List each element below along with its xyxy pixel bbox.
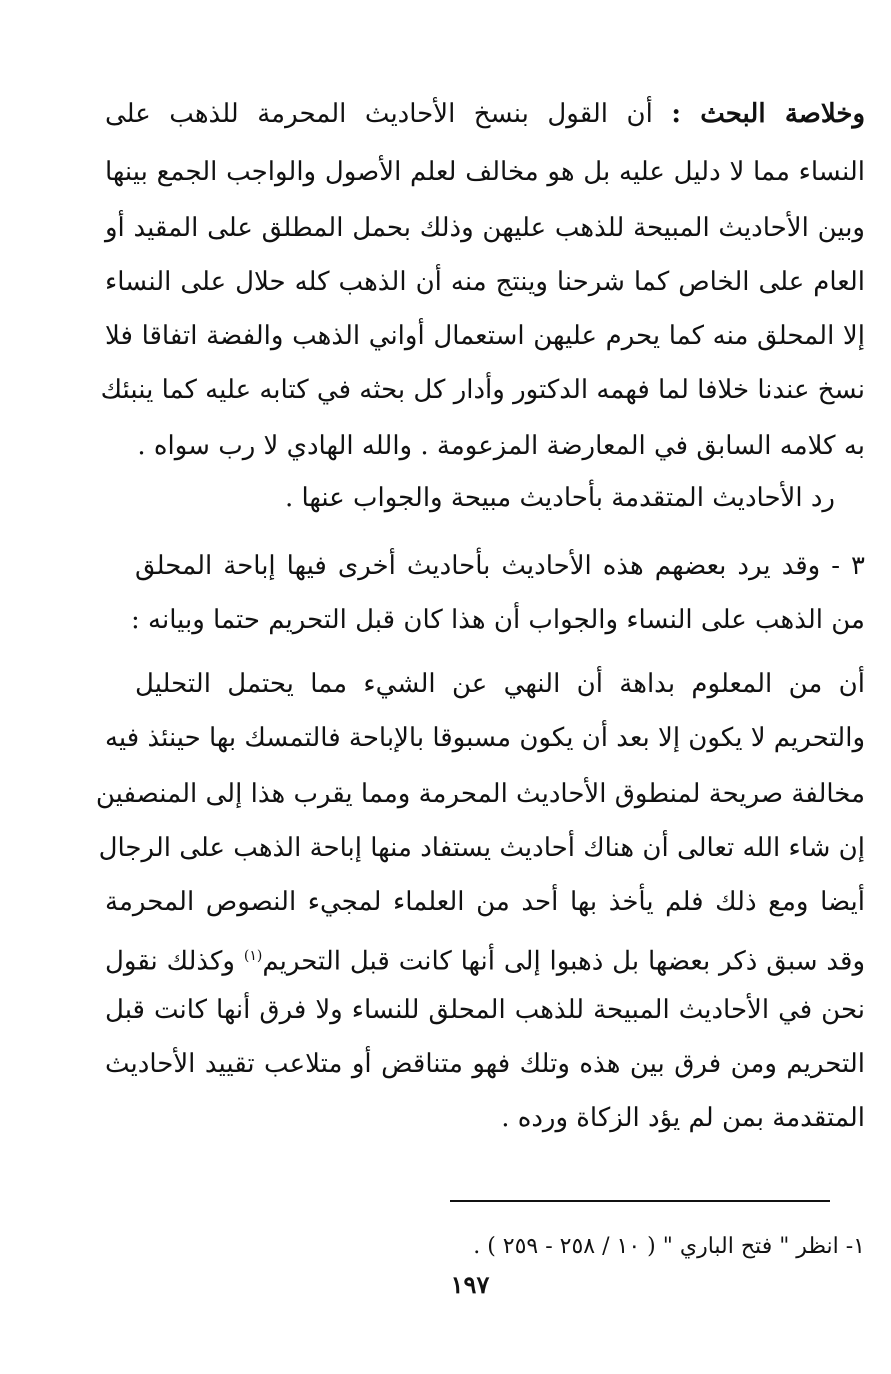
paragraph3-line-8: التحريم ومن فرق بين هذه وتلك فهو متناقض أو متلاعب تقييد الأحاديث [105, 1049, 865, 1079]
paragraph3-line-6 [105, 938, 865, 980]
paragraph2-line-2: من الذهب على النساء والجواب أن هذا كان قبل التحريم حتما وبيانه : [131, 605, 865, 635]
footnote-separator [450, 1200, 830, 1202]
paragraph1-line-2: النساء مما لا دليل عليه بل هو مخالف لعلم الأصول والواجب الجمع بينها [105, 157, 865, 187]
footnote: ١- انظر " فتح الباري " ( ١٠ / ٢٥٨ - ٢٥٩ ) . [473, 1234, 865, 1259]
paragraph3-line-9: المتقدمة بمن لم يؤد الزكاة ورده . [501, 1103, 865, 1133]
paragraph1-line-6: نسخ عندنا خلافا لما فهمه الدكتور وأدار كل بحثه في كتابه عليه كما ينبئك [100, 375, 865, 405]
paragraph1-line-5: إلا المحلق منه كما يحرم عليهن استعمال أواني الذهب والفضة اتفاقا فلا [105, 321, 865, 351]
paragraph3-line-3: مخالفة صريحة لمنطوق الأحاديث المحرمة ومما يقرب هذا إلى المنصفين [95, 779, 865, 809]
paragraph3-line-6-before: وقد سبق ذكر بعضها بل ذهبوا إلى أنها كانت قبل التحريم [262, 946, 866, 977]
paragraph1-line-3: وبين الأحاديث المبيحة للذهب عليهن وذلك بحمل المطلق على المقيد أو [105, 213, 865, 243]
paragraph3-line-4: إن شاء الله تعالى أن هناك أحاديث يستفاد منها إباحة الذهب على الرجال [98, 833, 865, 863]
paragraph3-line-2: والتحريم لا يكون إلا بعد أن يكون مسبوقا بالإباحة فالتمسك بها حينئذ فيه [104, 723, 865, 753]
paragraph1-line-1-text: أن القول بنسخ الأحاديث المحرمة للذهب على [105, 99, 653, 129]
section-heading: رد الأحاديث المتقدمة بأحاديث مبيحة والجواب عنها . [284, 483, 835, 513]
paragraph3-line-6-after: وكذلك نقول [105, 946, 235, 977]
paragraph3-line-5: أيضا ومع ذلك فلم يأخذ بها أحد من العلماء لمجيء النصوص المحرمة [105, 887, 865, 917]
paragraph3-line-1: أن من المعلوم بداهة أن النهي عن الشيء مما يحتمل التحليل [135, 669, 865, 699]
paragraph1-line-7: به كلامه السابق في المعارضة المزعومة . والله الهادي لا رب سواه . [137, 431, 865, 461]
paragraph2-line-1: ٣ - وقد يرد بعضهم هذه الأحاديث بأحاديث أخرى فيها إباحة المحلق [135, 551, 865, 581]
paragraph1-line-4: العام على الخاص كما شرحنا وينتج منه أن الذهب كله حلال على النساء [105, 267, 865, 297]
page-number: ١٩٧ [450, 1270, 490, 1299]
footnote-marker: (١) [243, 948, 263, 964]
paragraph3-line-7: نحن في الأحاديث المبيحة للذهب المحلق للنساء ولا فرق أنها كانت قبل [105, 995, 865, 1025]
paragraph1-line-1 [105, 96, 865, 132]
summary-lead: وخلاصة البحث : [671, 99, 865, 129]
